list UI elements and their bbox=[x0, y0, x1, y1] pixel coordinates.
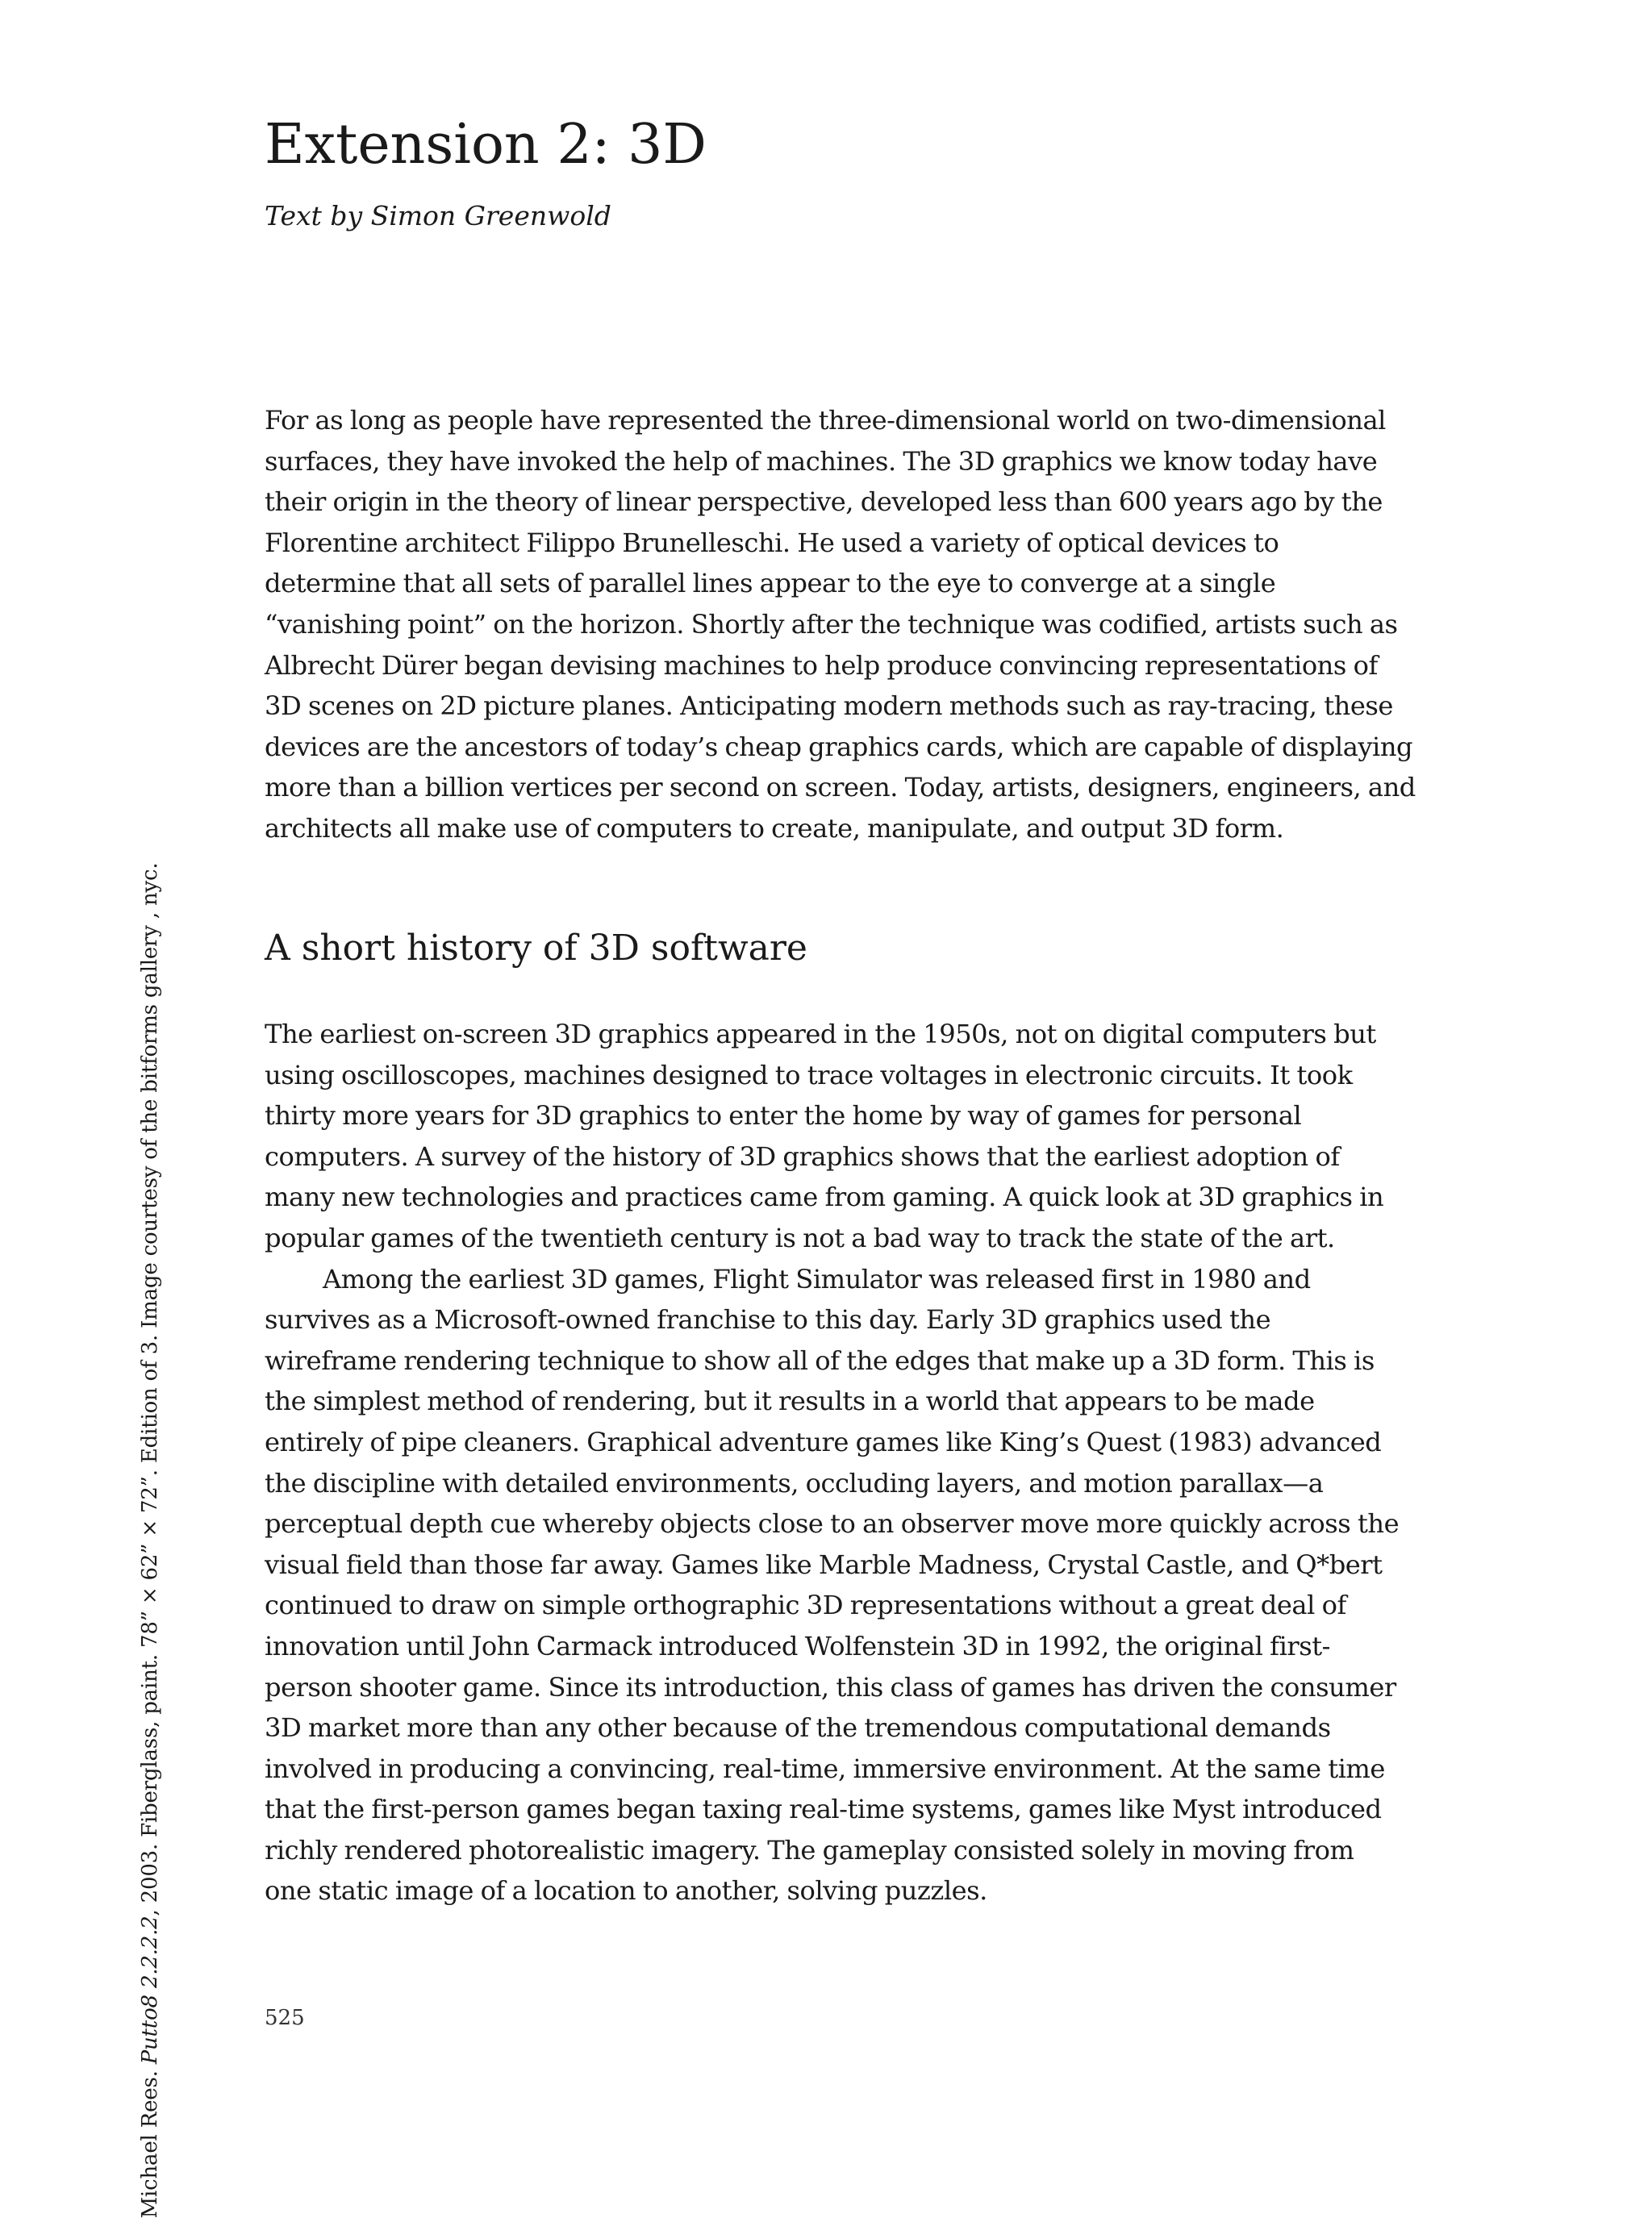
history-line: visual field than those far away. Games like Marble Madness, Crystal Castle, and Q*bert bbox=[265, 1549, 1383, 1580]
intro-line: surfaces, they have invoked the help of machines. The 3D graphics we know today have bbox=[265, 445, 1378, 477]
intro-line: 3D scenes on 2D picture planes. Anticipating modern methods such as ray-tracing, these bbox=[265, 690, 1393, 722]
history-line: one static image of a location to another, solving puzzles. bbox=[265, 1875, 987, 1907]
history-line: that the first-person games began taxing real-time systems, games like Myst introduced bbox=[265, 1794, 1382, 1825]
history-line: the discipline with detailed environments, occluding layers, and motion parallax—a bbox=[265, 1467, 1324, 1499]
caption-work-title: Putto8 2.2.2.2 bbox=[138, 1916, 162, 2065]
caption-artist: Michael Rees. bbox=[138, 2070, 162, 2218]
image-credit-caption bbox=[137, 863, 163, 2218]
section-heading: A short history of 3D software bbox=[265, 928, 807, 969]
chapter-title: Extension 2: 3D bbox=[265, 113, 707, 177]
intro-line: their origin in the theory of linear perspective, developed less than 600 years ago by the bbox=[265, 486, 1383, 518]
history-line: 3D market more than any other because of the tremendous computational demands bbox=[265, 1712, 1331, 1744]
caption-details: , 2003. Fiberglass, paint. 78” × 62” × 72”. Edition of 3. Image courtesy of the bitforms gallery , nyc. bbox=[138, 862, 162, 1916]
page-number: 525 bbox=[265, 2006, 305, 2030]
history-line: Among the earliest 3D games, Flight Simulator was released first in 1980 and bbox=[323, 1263, 1311, 1295]
history-line: The earliest on-screen 3D graphics appeared in the 1950s, not on digital computers but bbox=[265, 1019, 1376, 1049]
intro-line: architects all make use of computers to create, manipulate, and output 3D form. bbox=[265, 812, 1284, 844]
history-line: wireframe rendering technique to show all of the edges that make up a 3D form. This is bbox=[265, 1345, 1375, 1376]
intro-line: more than a billion vertices per second on screen. Today, artists, designers, engineers, and bbox=[265, 772, 1416, 803]
intro-line: Albrecht Dürer began devising machines to help produce convincing representations of bbox=[265, 649, 1378, 681]
history-line: thirty more years for 3D graphics to enter the home by way of games for personal bbox=[265, 1100, 1302, 1132]
history-line: entirely of pipe cleaners. Graphical adventure games like King’s Quest (1983) advanced bbox=[265, 1426, 1382, 1457]
history-line: many new technologies and practices came from gaming. A quick look at 3D graphics in bbox=[265, 1182, 1384, 1213]
intro-line: “vanishing point” on the horizon. Shortly after the technique was codified, artists such as bbox=[265, 608, 1398, 640]
history-line: the simplest method of rendering, but it results in a world that appears to be made bbox=[265, 1386, 1315, 1417]
intro-line: determine that all sets of parallel lines appear to the eye to converge at a single bbox=[265, 568, 1276, 599]
history-line: continued to draw on simple orthographic 3D representations without a great deal of bbox=[265, 1590, 1346, 1621]
intro-line: For as long as people have represented the three-dimensional world on two-dimensional bbox=[265, 405, 1386, 436]
history-line: person shooter game. Since its introduction, this class of games has driven the consumer bbox=[265, 1671, 1396, 1703]
history-paragraphs bbox=[265, 1014, 1475, 1912]
intro-line: Florentine architect Filippo Brunelleschi. He used a variety of optical devices to bbox=[265, 527, 1279, 558]
history-line: computers. A survey of the history of 3D graphics shows that the earliest adoption of bbox=[265, 1140, 1340, 1172]
intro-line: devices are the ancestors of today’s cheap graphics cards, which are capable of displaying bbox=[265, 731, 1413, 762]
history-line: involved in producing a convincing, real-time, immersive environment. At the same time bbox=[265, 1753, 1385, 1784]
history-line: perceptual depth cue whereby objects close to an observer move more quickly across the bbox=[265, 1508, 1400, 1540]
author-byline: Text by Simon Greenwold bbox=[265, 200, 611, 231]
history-line: using oscilloscopes, machines designed to trace voltages in electronic circuits. It took bbox=[265, 1059, 1353, 1090]
history-line: popular games of the twentieth century is not a bad way to track the state of the art. bbox=[265, 1222, 1335, 1253]
intro-paragraph bbox=[265, 400, 1475, 849]
history-line: survives as a Microsoft-owned franchise to this day. Early 3D graphics used the bbox=[265, 1304, 1271, 1336]
history-line: richly rendered photorealistic imagery. The gameplay consisted solely in moving from bbox=[265, 1834, 1354, 1866]
history-line: innovation until John Carmack introduced Wolfenstein 3D in 1992, the original first- bbox=[265, 1630, 1331, 1661]
